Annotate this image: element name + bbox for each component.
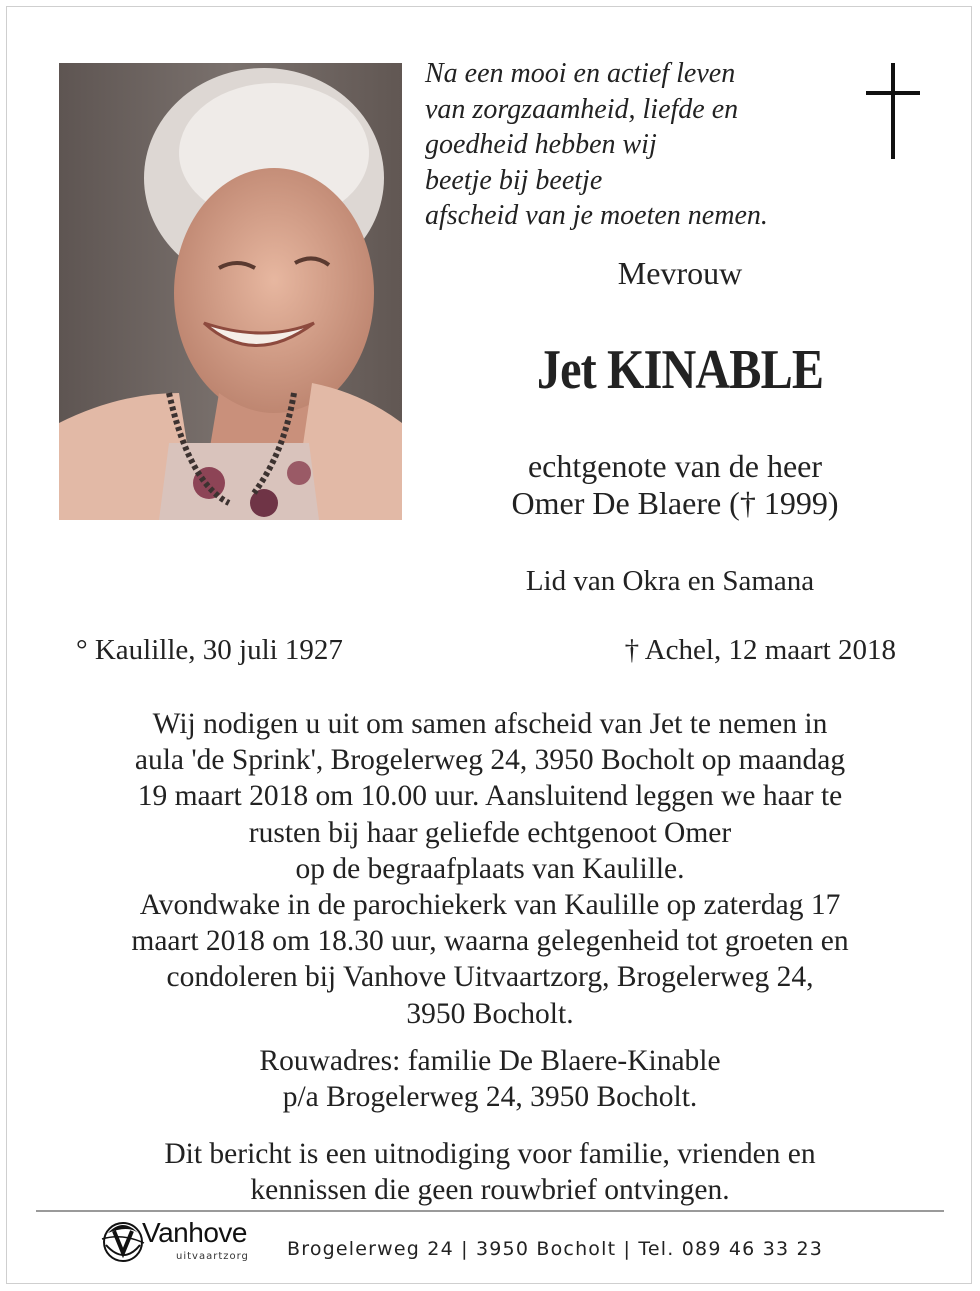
notice-line: kennissen die geen rouwbrief ontvingen. xyxy=(250,1174,730,1206)
vanhove-logo-icon xyxy=(100,1219,148,1265)
invitation-line: aula 'de Sprink', Brogelerweg 24, 3950 Bocholt op maandag xyxy=(134,744,846,777)
address-line: Rouwadres: familie De Blaere-Kinable xyxy=(259,1045,721,1077)
poem-line: goedheid hebben wij xyxy=(425,129,657,160)
vanhove-logo xyxy=(100,1219,280,1269)
cross-icon xyxy=(866,63,920,159)
poem-line: Na een mooi en actief leven xyxy=(425,58,736,89)
logo-name: Vanhove xyxy=(142,1217,247,1248)
invitation-line: Avondwake in de parochiekerk van Kaulille op zaterdag 17 xyxy=(139,889,841,922)
portrait-photo xyxy=(59,63,402,520)
mourning-address xyxy=(140,1043,840,1115)
poem-line: afscheid van je moeten nemen. xyxy=(425,200,768,231)
footer-divider xyxy=(36,1210,944,1212)
invitation-line: maart 2018 om 18.30 uur, waarna gelegenheid tot groeten en xyxy=(131,925,849,958)
logo-subtitle: uitvaartzorg xyxy=(176,1251,249,1262)
spouse-line: Omer De Blaere († 1999) xyxy=(511,485,839,521)
death-info: † Achel, 12 maart 2018 xyxy=(624,634,896,666)
invitation-line: Wij nodigen u uit om samen afscheid van Jet te nemen in xyxy=(152,708,828,740)
footer-contact: Brogelerweg 24 | 3950 Bocholt | Tel. 089 46 33 23 xyxy=(287,1238,824,1260)
membership: Lid van Okra en Samana xyxy=(525,565,815,597)
honorific: Mevrouw xyxy=(617,255,743,291)
invitation-line: rusten bij haar geliefde echtgenoot Omer xyxy=(248,816,732,849)
spouse-line: echtgenote van de heer xyxy=(527,448,823,484)
notice-line: Dit bericht is een uitnodiging voor familie, vrienden en xyxy=(164,1138,816,1170)
notice-text xyxy=(40,1136,940,1208)
address-line: p/a Brogelerweg 24, 3950 Bocholt. xyxy=(282,1081,698,1113)
invitation-line: 3950 Bocholt. xyxy=(406,997,574,1030)
invitation-text xyxy=(40,706,940,1032)
poem xyxy=(425,56,845,234)
birth-info: ° Kaulille, 30 juli 1927 xyxy=(76,634,343,666)
poem-line: van zorgzaamheid, liefde en xyxy=(425,93,739,125)
poem-line: beetje bij beetje xyxy=(425,164,603,196)
deceased-name: Jet KINABLE xyxy=(536,339,824,401)
invitation-line: condoleren bij Vanhove Uitvaartzorg, Brogelerweg 24, xyxy=(166,961,814,994)
invitation-line: op de begraafplaats van Kaulille. xyxy=(295,852,685,885)
invitation-line: 19 maart 2018 om 10.00 uur. Aansluitend leggen we haar te xyxy=(137,780,843,813)
spouse-info xyxy=(430,448,920,522)
